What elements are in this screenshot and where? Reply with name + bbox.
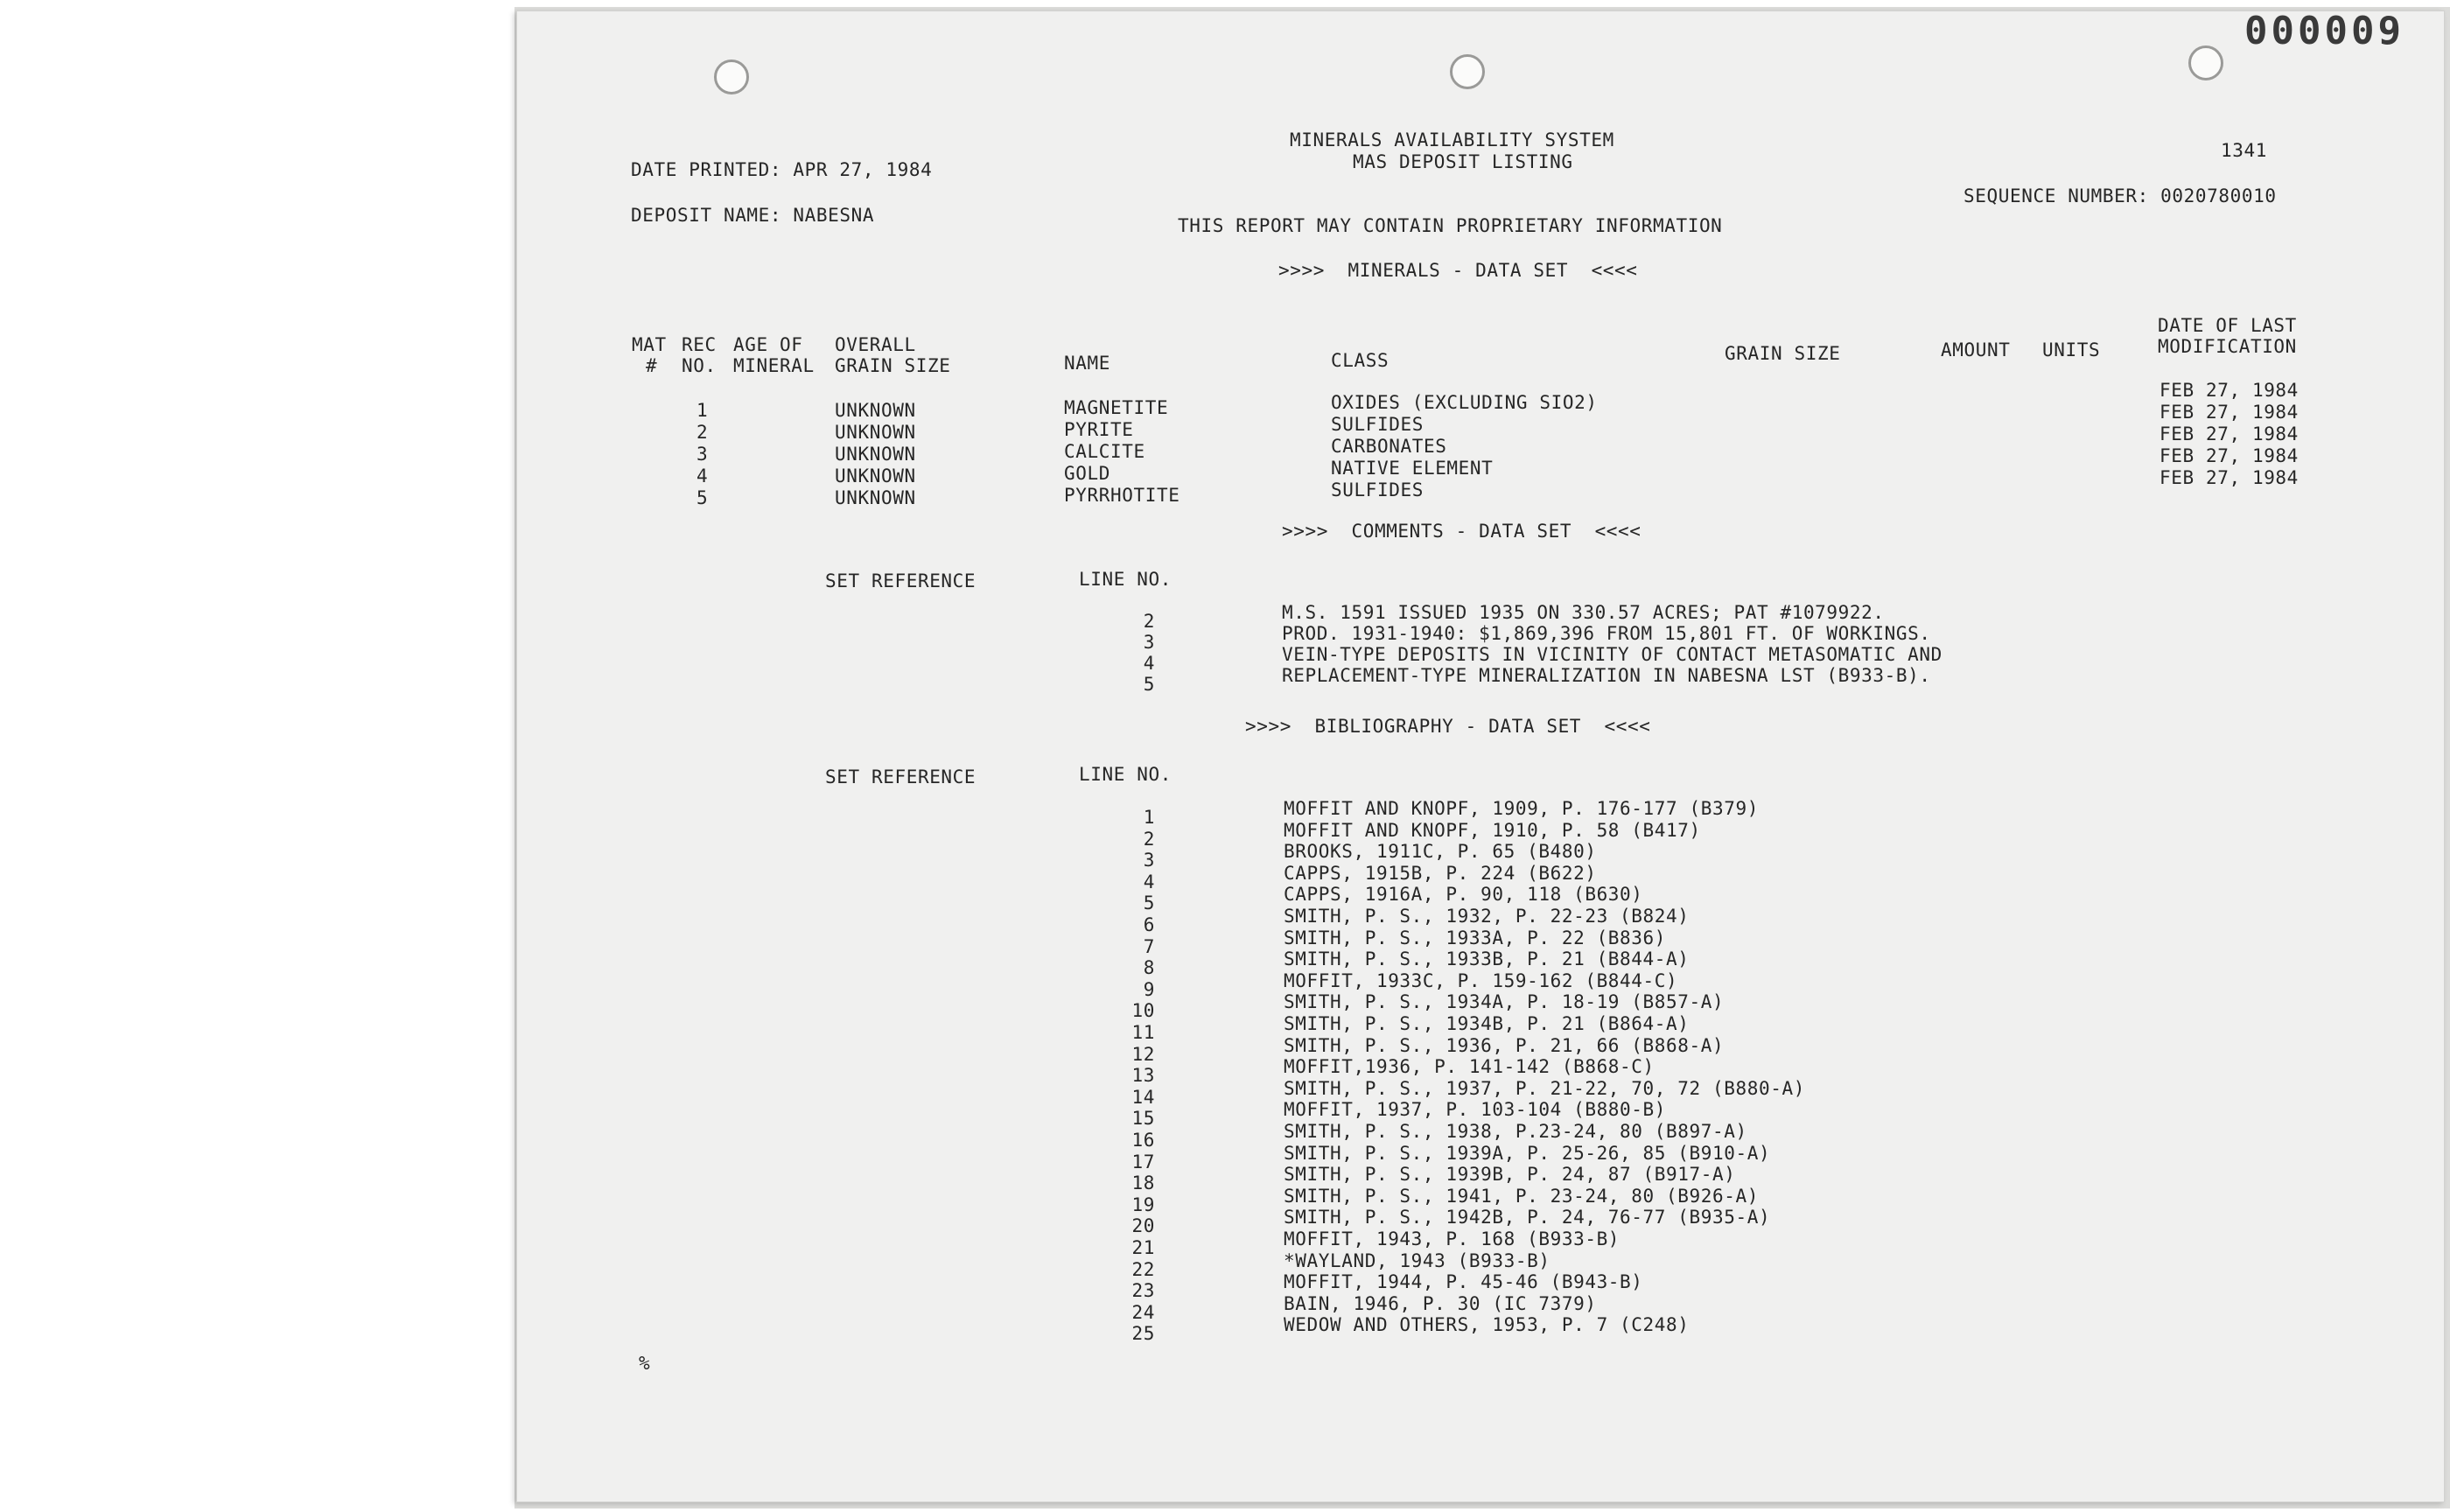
mineral-modification-date: FEB 27, 1984: [2160, 402, 2299, 423]
comment-text: VEIN-TYPE DEPOSITS IN VICINITY OF CONTACT METASOMATIC AND: [1282, 644, 1942, 665]
comment-text: M.S. 1591 ISSUED 1935 ON 330.57 ACRES; PAT #1079922.: [1282, 602, 1885, 623]
bibliography-line-number: 21: [1131, 1237, 1155, 1258]
bibliography-citation: CAPPS, 1915B, P. 224 (B622): [1284, 862, 1597, 884]
bibliography-line-number: 4: [1143, 871, 1155, 892]
col-header-class: CLASS: [1331, 350, 1390, 371]
bibliography-citation: SMITH, P. S., 1939A, P. 25-26, 85 (B910-A): [1284, 1142, 1771, 1164]
punch-hole-right: [2188, 46, 2223, 80]
comment-line-number: 5: [1143, 674, 1155, 695]
bibliography-citation: BAIN, 1946, P. 30 (IC 7379): [1284, 1292, 1597, 1314]
bibliography-line-number: 17: [1131, 1151, 1155, 1172]
col-header-name: NAME: [1064, 353, 1110, 374]
bibliography-line-number: 5: [1143, 892, 1155, 914]
bibliography-line-number: 19: [1131, 1194, 1155, 1215]
bibliography-line-number: 14: [1131, 1086, 1155, 1108]
footer-mark: %: [639, 1353, 651, 1374]
bibliography-citation: MOFFIT, 1933C, P. 159-162 (B844-C): [1284, 970, 1678, 991]
col-header-grain: GRAIN SIZE: [835, 355, 951, 376]
bibliography-line-number: 8: [1143, 957, 1155, 979]
mineral-rec-no: 4: [696, 466, 709, 486]
punch-hole-center: [1450, 54, 1485, 89]
bibliography-line-number: 22: [1131, 1258, 1155, 1280]
mineral-name: PYRITE: [1064, 419, 1134, 440]
bibliography-citation: SMITH, P. S., 1933B, P. 21 (B844-A): [1284, 948, 1690, 970]
bibliography-line-no-header: LINE NO.: [1079, 764, 1172, 785]
bibliography-line-number: 10: [1131, 1000, 1155, 1022]
bibliography-citation: SMITH, P. S., 1933A, P. 22 (B836): [1284, 927, 1667, 948]
bibliography-line-number: 25: [1131, 1323, 1155, 1345]
comment-line-number: 4: [1143, 653, 1155, 674]
bibliography-citation: SMITH, P. S., 1941, P. 23-24, 80 (B926-A): [1284, 1185, 1759, 1207]
bibliography-line-number: 24: [1131, 1301, 1155, 1323]
bibliography-line-number: 3: [1143, 850, 1155, 872]
mineral-grain-size: UNKNOWN: [835, 444, 916, 465]
comments-section-title: >>>> COMMENTS - DATA SET <<<<: [1282, 521, 1642, 542]
bibliography-citation: SMITH, P. S., 1938, P.23-24, 80 (B897-A): [1284, 1121, 1747, 1142]
bibliography-citation: SMITH, P. S., 1942B, P. 24, 76-77 (B935-A): [1284, 1207, 1771, 1228]
mineral-modification-date: FEB 27, 1984: [2160, 380, 2299, 401]
mineral-class: NATIVE ELEMENT: [1331, 458, 1494, 479]
mineral-class: CARBONATES: [1331, 436, 1447, 457]
punch-hole-left: [714, 60, 749, 94]
mineral-grain-size: UNKNOWN: [835, 487, 916, 508]
bibliography-citation: CAPPS, 1916A, P. 90, 118 (B630): [1284, 884, 1643, 906]
mineral-name: CALCITE: [1064, 441, 1145, 462]
bibliography-citation: SMITH, P. S., 1937, P. 21-22, 70, 72 (B880-A): [1284, 1077, 1805, 1099]
col-header-age-2: MINERAL: [733, 355, 815, 376]
listing-title: MAS DEPOSIT LISTING: [1353, 151, 1573, 172]
bibliography-line-number: 15: [1131, 1108, 1155, 1130]
bibliography-citation: SMITH, P. S., 1936, P. 21, 66 (B868-A): [1284, 1034, 1725, 1056]
col-header-rec-2: NO.: [682, 355, 717, 376]
bibliography-line-number: 6: [1143, 914, 1155, 935]
bibliography-citation: SMITH, P. S., 1932, P. 22-23 (B824): [1284, 906, 1690, 927]
mineral-modification-date: FEB 27, 1984: [2160, 445, 2299, 466]
col-header-overall: OVERALL: [835, 334, 916, 355]
mineral-grain-size: UNKNOWN: [835, 466, 916, 486]
comment-text: REPLACEMENT-TYPE MINERALIZATION IN NABESNA LST (B933-B).: [1282, 665, 1931, 686]
date-printed: DATE PRINTED: APR 27, 1984: [631, 159, 933, 180]
mineral-name: PYRRHOTITE: [1064, 485, 1180, 506]
mineral-rec-no: 1: [696, 400, 709, 421]
bibliography-line-number: 12: [1131, 1043, 1155, 1065]
mineral-rec-no: 3: [696, 444, 709, 465]
mineral-rec-no: 5: [696, 487, 709, 508]
col-header-units: UNITS: [2042, 340, 2101, 360]
comment-line-number: 2: [1143, 611, 1155, 632]
proprietary-notice: THIS REPORT MAY CONTAIN PROPRIETARY INFORMATION: [1178, 215, 1723, 236]
bibliography-line-number: 2: [1143, 828, 1155, 850]
bibliography-line-number: 18: [1131, 1172, 1155, 1194]
mineral-grain-size: UNKNOWN: [835, 422, 916, 443]
col-header-mat-2: #: [646, 355, 658, 376]
mineral-class: OXIDES (EXCLUDING SIO2): [1331, 392, 1598, 413]
system-title: MINERALS AVAILABILITY SYSTEM: [1290, 130, 1614, 150]
bibliography-line-number: 23: [1131, 1280, 1155, 1302]
bibliography-line-number: 1: [1143, 807, 1155, 828]
bibliography-citation: MOFFIT, 1943, P. 168 (B933-B): [1284, 1228, 1620, 1250]
col-header-date: DATE OF LAST: [2158, 315, 2297, 336]
deposit-name: DEPOSIT NAME: NABESNA: [631, 205, 875, 226]
mineral-name: MAGNETITE: [1064, 397, 1169, 418]
mineral-name: GOLD: [1064, 463, 1110, 484]
bibliography-line-number: 11: [1131, 1022, 1155, 1043]
sequence-number: SEQUENCE NUMBER: 0020780010: [1964, 186, 2277, 206]
bibliography-citation: SMITH, P. S., 1939B, P. 24, 87 (B917-A): [1284, 1164, 1736, 1186]
bibliography-line-number: 16: [1131, 1130, 1155, 1151]
col-header-mat: MAT: [632, 334, 667, 355]
bibliography-citation: MOFFIT, 1937, P. 103-104 (B880-B): [1284, 1099, 1667, 1121]
col-header-modification: MODIFICATION: [2158, 336, 2297, 357]
bibliography-citation: SMITH, P. S., 1934A, P. 18-19 (B857-A): [1284, 991, 1725, 1013]
bibliography-citation: SMITH, P. S., 1934B, P. 21 (B864-A): [1284, 1013, 1690, 1034]
comment-text: PROD. 1931-1940: $1,869,396 FROM 15,801 FT. OF WORKINGS.: [1282, 623, 1931, 644]
bibliography-citation: MOFFIT AND KNOPF, 1910, P. 58 (B417): [1284, 819, 1701, 841]
bibliography-citation: BROOKS, 1911C, P. 65 (B480): [1284, 841, 1597, 863]
bibliography-line-number: 7: [1143, 935, 1155, 957]
comments-set-reference-header: SET REFERENCE: [825, 570, 976, 592]
bibliography-citation: MOFFIT, 1944, P. 45-46 (B943-B): [1284, 1271, 1643, 1293]
page-number: 1341: [2221, 140, 2267, 161]
bibliography-section-title: >>>> BIBLIOGRAPHY - DATA SET <<<<: [1245, 716, 1651, 737]
mineral-modification-date: FEB 27, 1984: [2160, 424, 2299, 444]
bibliography-line-number: 9: [1143, 978, 1155, 1000]
bibliography-set-reference-header: SET REFERENCE: [825, 766, 976, 788]
comment-line-number: 3: [1143, 632, 1155, 653]
bibliography-citation: MOFFIT AND KNOPF, 1909, P. 176-177 (B379): [1284, 798, 1759, 819]
mineral-rec-no: 2: [696, 422, 709, 443]
col-header-age: AGE OF: [733, 334, 803, 355]
mineral-modification-date: FEB 27, 1984: [2160, 467, 2299, 488]
mineral-grain-size: UNKNOWN: [835, 400, 916, 421]
col-header-rec: REC: [682, 334, 717, 355]
minerals-section-title: >>>> MINERALS - DATA SET <<<<: [1278, 260, 1638, 281]
bibliography-citation: MOFFIT,1936, P. 141-142 (B868-C): [1284, 1056, 1655, 1078]
bibliography-citation: WEDOW AND OTHERS, 1953, P. 7 (C248): [1284, 1314, 1690, 1336]
mineral-class: SULFIDES: [1331, 480, 1424, 500]
col-header-amount: AMOUNT: [1941, 340, 2011, 360]
comments-line-no-header: LINE NO.: [1079, 569, 1172, 590]
bibliography-line-number: 13: [1131, 1065, 1155, 1087]
col-header-grain-size: GRAIN SIZE: [1725, 343, 1841, 364]
bibliography-line-number: 20: [1131, 1215, 1155, 1237]
mineral-class: SULFIDES: [1331, 414, 1424, 435]
page-stamp-number: 000009: [2244, 9, 2404, 53]
bibliography-citation: *WAYLAND, 1943 (B933-B): [1284, 1250, 1550, 1271]
